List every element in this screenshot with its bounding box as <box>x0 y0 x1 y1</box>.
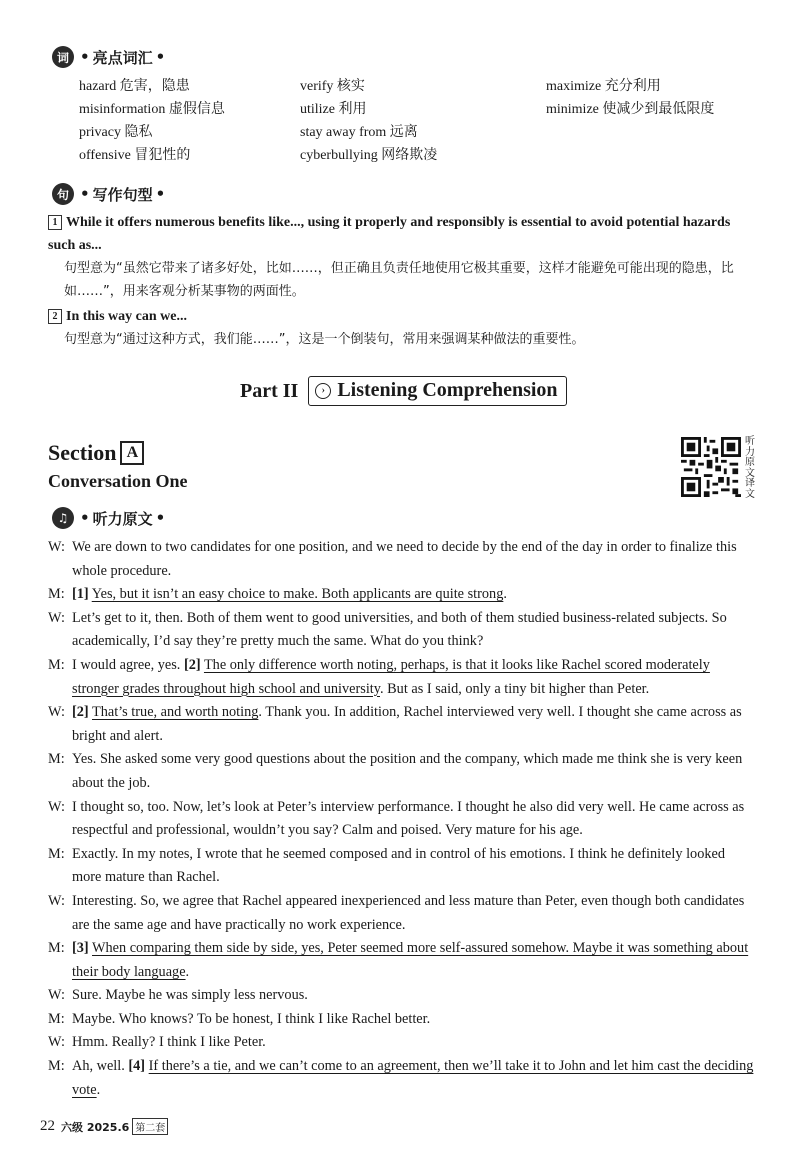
pattern-header <box>52 183 168 205</box>
vocab-item: misinformation 虚假信息 <box>79 102 225 117</box>
utterance <box>72 701 756 748</box>
text-span: . <box>96 1081 101 1098</box>
utterance <box>72 796 756 843</box>
dialog-turn <box>48 843 756 890</box>
text-span: We are down to two candidates for one position, and we need to decide by the end of the day in order to finalize this whole procedure. <box>72 539 737 579</box>
utterance <box>72 937 756 984</box>
bullet: • <box>80 185 90 203</box>
speaker-label: W: <box>48 892 65 909</box>
speaker-label: W: <box>48 539 65 555</box>
pattern-number: 1 <box>48 215 62 230</box>
utterance <box>72 748 756 795</box>
vocab-column <box>79 75 225 167</box>
volume-label: 第二套 <box>132 1118 168 1135</box>
dialog-turn <box>48 1008 756 1032</box>
dialog-turn <box>48 536 756 583</box>
conversation-title: Conversation One <box>48 471 188 491</box>
question-tag: [1] <box>72 586 89 603</box>
pattern-icon: 句 <box>52 183 74 205</box>
vocab-item: privacy 隐私 <box>79 125 153 140</box>
question-tag: [3] <box>72 940 89 957</box>
pattern-item <box>48 211 760 303</box>
utterance <box>72 1055 756 1102</box>
underlined-answer: The only difference worth noting, perhaps, is that it looks like Rachel scored moderately stronger grades throughout high school and university <box>72 656 710 697</box>
text-span: Interesting. So, we agree that Rachel appeared inexperienced and less mature than Peter, even though both candidates are the same age and have practically no work experience. <box>72 892 745 933</box>
question-tag: [2] <box>183 656 201 673</box>
text-span: Maybe. Who knows? To be honest, I think I like Rachel better. <box>72 1010 431 1027</box>
text-span: I thought so, too. Now, let’s look at Peter’s interview performance. I thought he also did very well. He came across as respectful and professional, wouldn’t you say? Calm and poised. Very mature for his age. <box>72 798 745 839</box>
underlined-answer: When comparing them side by side, yes, Peter seemed more self-assured somehow. Maybe it was something about their body language <box>72 940 749 980</box>
speaker-label: M: <box>48 1058 65 1075</box>
vocab-item: utilize 利用 <box>300 102 367 117</box>
speaker-label: W: <box>48 987 65 1004</box>
utterance <box>72 984 756 1008</box>
speaker-label: M: <box>48 845 65 862</box>
text-span: Ah, well. <box>72 1058 129 1075</box>
dialog-turn <box>48 583 756 607</box>
dialog-turn <box>48 748 756 795</box>
qr-code-icon[interactable] <box>681 437 741 497</box>
speaker-label: M: <box>48 1010 65 1027</box>
text-span: Hmm. Really? I think I like Peter. <box>72 1034 266 1051</box>
utterance <box>72 890 756 937</box>
vocab-header <box>52 46 168 68</box>
speaker-label: W: <box>48 609 65 626</box>
pattern-english: In this way can we... <box>66 309 187 324</box>
vocab-icon: 词 <box>52 46 74 68</box>
edition-label: 六级 2025.6 <box>61 1120 130 1134</box>
utterance <box>72 607 756 654</box>
vocab-title: 亮点词汇 <box>92 48 153 67</box>
vocab-item: offensive 冒犯性的 <box>79 148 191 163</box>
dialog-turn <box>48 796 756 843</box>
vocab-item: verify 核实 <box>300 79 365 94</box>
utterance <box>72 1031 756 1055</box>
dialog-turn <box>48 654 756 701</box>
underlined-answer: That’s true, and worth noting <box>92 704 259 721</box>
text-span: . Thank you. In addition, Rachel interviewed very well. I thought she came across as bright and alert. <box>72 704 742 744</box>
text-span: Let’s get to it, then. Both of them went to good universities, and both of them studied business-related subjects. So academically, I’d say they’re pretty much the same. What do you think? <box>72 609 727 650</box>
pattern-item <box>48 305 760 351</box>
part-heading <box>240 376 567 406</box>
vocab-column <box>300 75 437 167</box>
text-span: . <box>503 586 507 603</box>
speaker-label: W: <box>48 798 65 815</box>
transcript <box>48 536 756 1102</box>
bullet: • <box>155 48 166 66</box>
vocab-item: minimize 使减少到最低限度 <box>546 102 715 117</box>
vocab-item: hazard 危害，隐患 <box>79 79 190 94</box>
bullet: • <box>155 509 166 527</box>
text-span: . But as I said, only a tiny bit higher than Peter. <box>380 680 650 697</box>
underlined-answer: Yes, but it isn’t an easy choice to make. Both applicants are quite strong <box>91 586 504 603</box>
text-span: Exactly. In my notes, I wrote that he seemed composed and in control of his emotions. I think he definitely looked more mature than Rachel. <box>72 845 726 886</box>
part-label: Part II <box>240 379 299 402</box>
dialog-turn <box>48 890 756 937</box>
text-span: Sure. Maybe he was simply less nervous. <box>72 987 308 1004</box>
page-footer <box>40 1118 168 1135</box>
headphones-icon: ♫ <box>52 507 74 529</box>
pattern-explanation: 句型意为“虽然它带来了诸多好处，比如……，但正确且负责任地使用它极其重要，这样才能避免可能出现的隐患，比如……”，用来客观分析某事物的两面性。 <box>64 261 734 299</box>
vocab-item: maximize 充分利用 <box>546 79 661 94</box>
speaker-label: W: <box>48 704 65 721</box>
question-tag: [2] <box>72 704 89 721</box>
utterance <box>72 843 756 890</box>
speaker-label: W: <box>48 1034 65 1051</box>
pattern-title: 写作句型 <box>92 185 153 204</box>
pattern-english: While it offers numerous benefits like..., using it properly and responsibly is essential to avoid potential hazards such as... <box>48 215 731 253</box>
bullet: • <box>80 509 90 527</box>
pattern-explanation: 句型意为“通过这种方式，我们能……”，这是一个倒装句，常用来强调某种做法的重要性。 <box>64 332 585 347</box>
part-title: Listening Comprehension <box>337 379 558 401</box>
question-tag: [4] <box>128 1058 146 1075</box>
qr-caption: 听力原文译文 <box>745 436 755 500</box>
page-number: 22 <box>40 1118 55 1134</box>
section-letter: A <box>120 441 144 465</box>
part-title-box <box>308 376 566 406</box>
utterance <box>72 536 756 583</box>
utterance <box>72 1008 756 1032</box>
speaker-label: M: <box>48 586 65 603</box>
dialog-turn <box>48 937 756 984</box>
speaker-label: M: <box>48 940 65 957</box>
utterance <box>72 654 756 701</box>
bullet: • <box>155 185 166 203</box>
bullet: • <box>80 48 90 66</box>
section-label: Section <box>48 440 117 465</box>
vocab-item: stay away from 远离 <box>300 125 418 140</box>
pattern-number: 2 <box>48 309 62 324</box>
chevron-right-icon: › <box>315 383 331 399</box>
listening-title: 听力原文 <box>92 509 153 528</box>
dialog-turn <box>48 701 756 748</box>
text-span: . <box>185 963 190 980</box>
vocab-item: cyberbullying 网络欺凌 <box>300 148 438 163</box>
text-span: I would agree, yes. <box>72 656 184 673</box>
speaker-label: M: <box>48 656 65 673</box>
underlined-answer: If there’s a tie, and we can’t come to an agreement, then we’ll take it to John and let him cast the deciding vote <box>72 1058 754 1098</box>
section-heading <box>48 440 144 466</box>
vocab-column <box>546 75 714 121</box>
dialog-turn <box>48 607 756 654</box>
speaker-label: M: <box>48 751 65 768</box>
utterance <box>72 583 756 607</box>
dialog-turn <box>48 1055 756 1102</box>
dialog-turn <box>48 1031 756 1055</box>
text-span: Yes. She asked some very good questions about the position and the company, which made me think she is very keen about the job. <box>72 751 743 791</box>
dialog-turn <box>48 984 756 1008</box>
listening-header <box>52 507 168 529</box>
